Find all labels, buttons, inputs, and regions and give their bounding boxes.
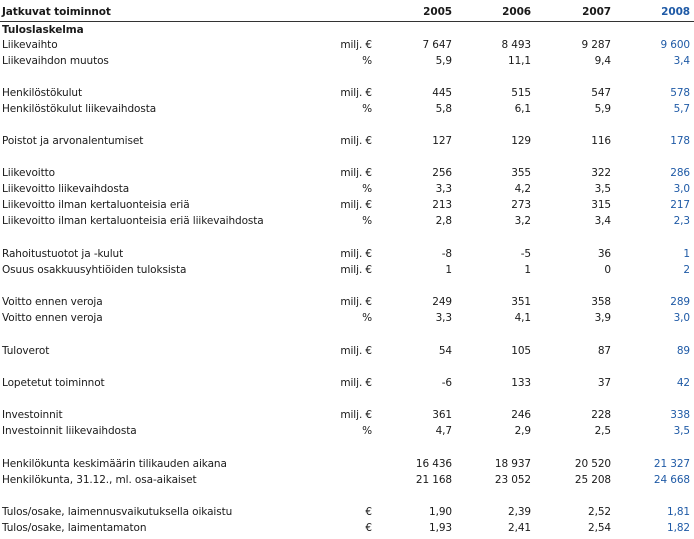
row-unit: % — [362, 183, 372, 195]
table-row — [0, 343, 694, 359]
value-2007: 228 — [591, 409, 611, 421]
row-unit: % — [362, 103, 372, 115]
table-row — [0, 133, 694, 149]
value-2008: 42 — [676, 377, 690, 389]
value-2006: 1 — [524, 264, 531, 276]
table-row — [0, 520, 694, 536]
row-label: Rahoitustuotot ja -kulut — [2, 248, 124, 260]
value-2008: 3,5 — [673, 425, 690, 437]
value-2006: 2,9 — [514, 425, 531, 437]
row-unit: € — [365, 522, 372, 534]
value-2008: 217 — [670, 199, 690, 211]
row-unit: € — [365, 506, 372, 518]
value-2007: 5,9 — [594, 103, 611, 115]
value-2006: 6,1 — [514, 103, 531, 115]
section-title: Tuloslaskelma — [2, 24, 84, 36]
value-2006: 4,2 — [514, 183, 531, 195]
value-2006: 18 937 — [494, 458, 531, 470]
row-unit: milj. € — [340, 264, 372, 276]
row-unit: milj. € — [340, 409, 372, 421]
value-2007: 3,5 — [594, 183, 611, 195]
value-2006: 2,41 — [508, 522, 531, 534]
value-2007: 315 — [591, 199, 611, 211]
value-2005: 1,93 — [429, 522, 452, 534]
value-2006: 11,1 — [508, 55, 531, 67]
table-row — [0, 181, 694, 197]
value-2008: 286 — [670, 167, 690, 179]
table-row — [0, 101, 694, 117]
table-row — [0, 407, 694, 423]
section-title-row — [0, 22, 694, 38]
value-2005: 21 168 — [415, 474, 452, 486]
value-2005: 7 647 — [422, 39, 452, 51]
value-2005: 3,3 — [435, 183, 452, 195]
value-2006: -5 — [520, 248, 531, 260]
row-label: Voitto ennen veroja — [2, 312, 103, 324]
value-2008: 5,7 — [673, 103, 690, 115]
row-label: Poistot ja arvonalentumiset — [2, 135, 144, 147]
value-2005: 127 — [432, 135, 452, 147]
value-2006: 23 052 — [494, 474, 531, 486]
value-2006: 105 — [511, 345, 531, 357]
row-label: Liikevoitto liikevaihdosta — [2, 183, 130, 195]
value-2005: 445 — [432, 87, 452, 99]
value-2006: 129 — [511, 135, 531, 147]
value-2005: 1 — [445, 264, 452, 276]
value-2008: 24 668 — [653, 474, 690, 486]
header-year-2007: 2007 — [582, 6, 611, 18]
row-label: Tulos/osake, laimentamaton — [2, 522, 147, 534]
row-label: Henkilöstökulut — [2, 87, 82, 99]
value-2006: 4,1 — [514, 312, 531, 324]
table-row — [0, 165, 694, 181]
value-2005: -8 — [441, 248, 452, 260]
value-2008: 1 — [683, 248, 690, 260]
value-2005: -6 — [441, 377, 452, 389]
row-label: Liikevoitto — [2, 167, 55, 179]
row-label: Lopetetut toiminnot — [2, 377, 105, 389]
value-2005: 361 — [432, 409, 452, 421]
header-year-2008: 2008 — [661, 6, 690, 18]
row-label: Henkilökunta, 31.12., ml. osa-aikaiset — [2, 474, 197, 486]
table-row — [0, 456, 694, 472]
value-2006: 355 — [511, 167, 531, 179]
row-unit: milj. € — [340, 377, 372, 389]
row-unit: % — [362, 312, 372, 324]
table-row — [0, 85, 694, 101]
value-2008: 3,0 — [673, 312, 690, 324]
value-2005: 2,8 — [435, 215, 452, 227]
value-2006: 3,2 — [514, 215, 531, 227]
row-unit: milj. € — [340, 296, 372, 308]
value-2005: 213 — [432, 199, 452, 211]
value-2005: 5,9 — [435, 55, 452, 67]
row-unit: milj. € — [340, 135, 372, 147]
table-row — [0, 213, 694, 229]
value-2007: 36 — [597, 248, 611, 260]
value-2008: 3,4 — [673, 55, 690, 67]
value-2006: 246 — [511, 409, 531, 421]
value-2008: 289 — [670, 296, 690, 308]
table-header-row — [0, 4, 694, 20]
row-label: Osuus osakkuusyhtiöiden tuloksista — [2, 264, 187, 276]
row-unit: milj. € — [340, 167, 372, 179]
value-2006: 351 — [511, 296, 531, 308]
value-2005: 3,3 — [435, 312, 452, 324]
table-row — [0, 375, 694, 391]
row-label: Tulos/osake, laimennusvaikutuksella oikaistu — [2, 506, 233, 518]
value-2007: 9,4 — [594, 55, 611, 67]
value-2007: 87 — [597, 345, 611, 357]
table-row — [0, 197, 694, 213]
value-2007: 3,9 — [594, 312, 611, 324]
value-2006: 8 493 — [501, 39, 531, 51]
value-2007: 3,4 — [594, 215, 611, 227]
value-2007: 547 — [591, 87, 611, 99]
row-label: Investoinnit liikevaihdosta — [2, 425, 137, 437]
row-label: Liikevaihdon muutos — [2, 55, 109, 67]
value-2007: 37 — [597, 377, 611, 389]
value-2007: 2,5 — [594, 425, 611, 437]
value-2007: 358 — [591, 296, 611, 308]
value-2006: 133 — [511, 377, 531, 389]
value-2008: 21 327 — [653, 458, 690, 470]
value-2008: 578 — [670, 87, 690, 99]
value-2008: 338 — [670, 409, 690, 421]
row-unit: % — [362, 215, 372, 227]
value-2008: 178 — [670, 135, 690, 147]
value-2006: 2,39 — [508, 506, 531, 518]
value-2007: 20 520 — [574, 458, 611, 470]
value-2008: 2,3 — [673, 215, 690, 227]
value-2008: 9 600 — [660, 39, 690, 51]
value-2007: 0 — [604, 264, 611, 276]
value-2007: 322 — [591, 167, 611, 179]
value-2006: 515 — [511, 87, 531, 99]
row-label: Henkilökunta keskimäärin tilikauden aikana — [2, 458, 227, 470]
value-2008: 1,82 — [667, 522, 690, 534]
value-2005: 256 — [432, 167, 452, 179]
value-2007: 2,54 — [588, 522, 611, 534]
value-2005: 16 436 — [415, 458, 452, 470]
value-2005: 54 — [438, 345, 452, 357]
row-unit: milj. € — [340, 248, 372, 260]
row-label: Voitto ennen veroja — [2, 296, 103, 308]
row-unit: % — [362, 425, 372, 437]
table-row — [0, 53, 694, 69]
header-year-2006: 2006 — [502, 6, 531, 18]
table-row — [0, 472, 694, 488]
header-year-2005: 2005 — [423, 6, 452, 18]
value-2005: 4,7 — [435, 425, 452, 437]
table-row — [0, 310, 694, 326]
value-2005: 1,90 — [429, 506, 452, 518]
value-2007: 116 — [591, 135, 611, 147]
row-label: Henkilöstökulut liikevaihdosta — [2, 103, 157, 115]
row-label: Investoinnit — [2, 409, 63, 421]
value-2008: 2 — [683, 264, 690, 276]
table-row — [0, 37, 694, 53]
row-label: Liikevoitto ilman kertaluonteisia eriä — [2, 199, 190, 211]
value-2005: 5,8 — [435, 103, 452, 115]
value-2007: 9 287 — [581, 39, 611, 51]
row-unit: % — [362, 55, 372, 67]
row-unit: milj. € — [340, 87, 372, 99]
value-2008: 89 — [676, 345, 690, 357]
table-row — [0, 423, 694, 439]
value-2008: 3,0 — [673, 183, 690, 195]
row-label: Liikevoitto ilman kertaluonteisia eriä liikevaihdosta — [2, 215, 264, 227]
value-2008: 1,81 — [667, 506, 690, 518]
row-unit: milj. € — [340, 199, 372, 211]
table-row — [0, 246, 694, 262]
value-2007: 25 208 — [574, 474, 611, 486]
value-2006: 273 — [511, 199, 531, 211]
table-row — [0, 294, 694, 310]
table-row — [0, 262, 694, 278]
row-label: Liikevaihto — [2, 39, 58, 51]
value-2005: 249 — [432, 296, 452, 308]
value-2007: 2,52 — [588, 506, 611, 518]
table-row — [0, 504, 694, 520]
row-unit: milj. € — [340, 345, 372, 357]
header-label: Jatkuvat toiminnot — [2, 6, 111, 18]
row-unit: milj. € — [340, 39, 372, 51]
row-label: Tuloverot — [2, 345, 50, 357]
